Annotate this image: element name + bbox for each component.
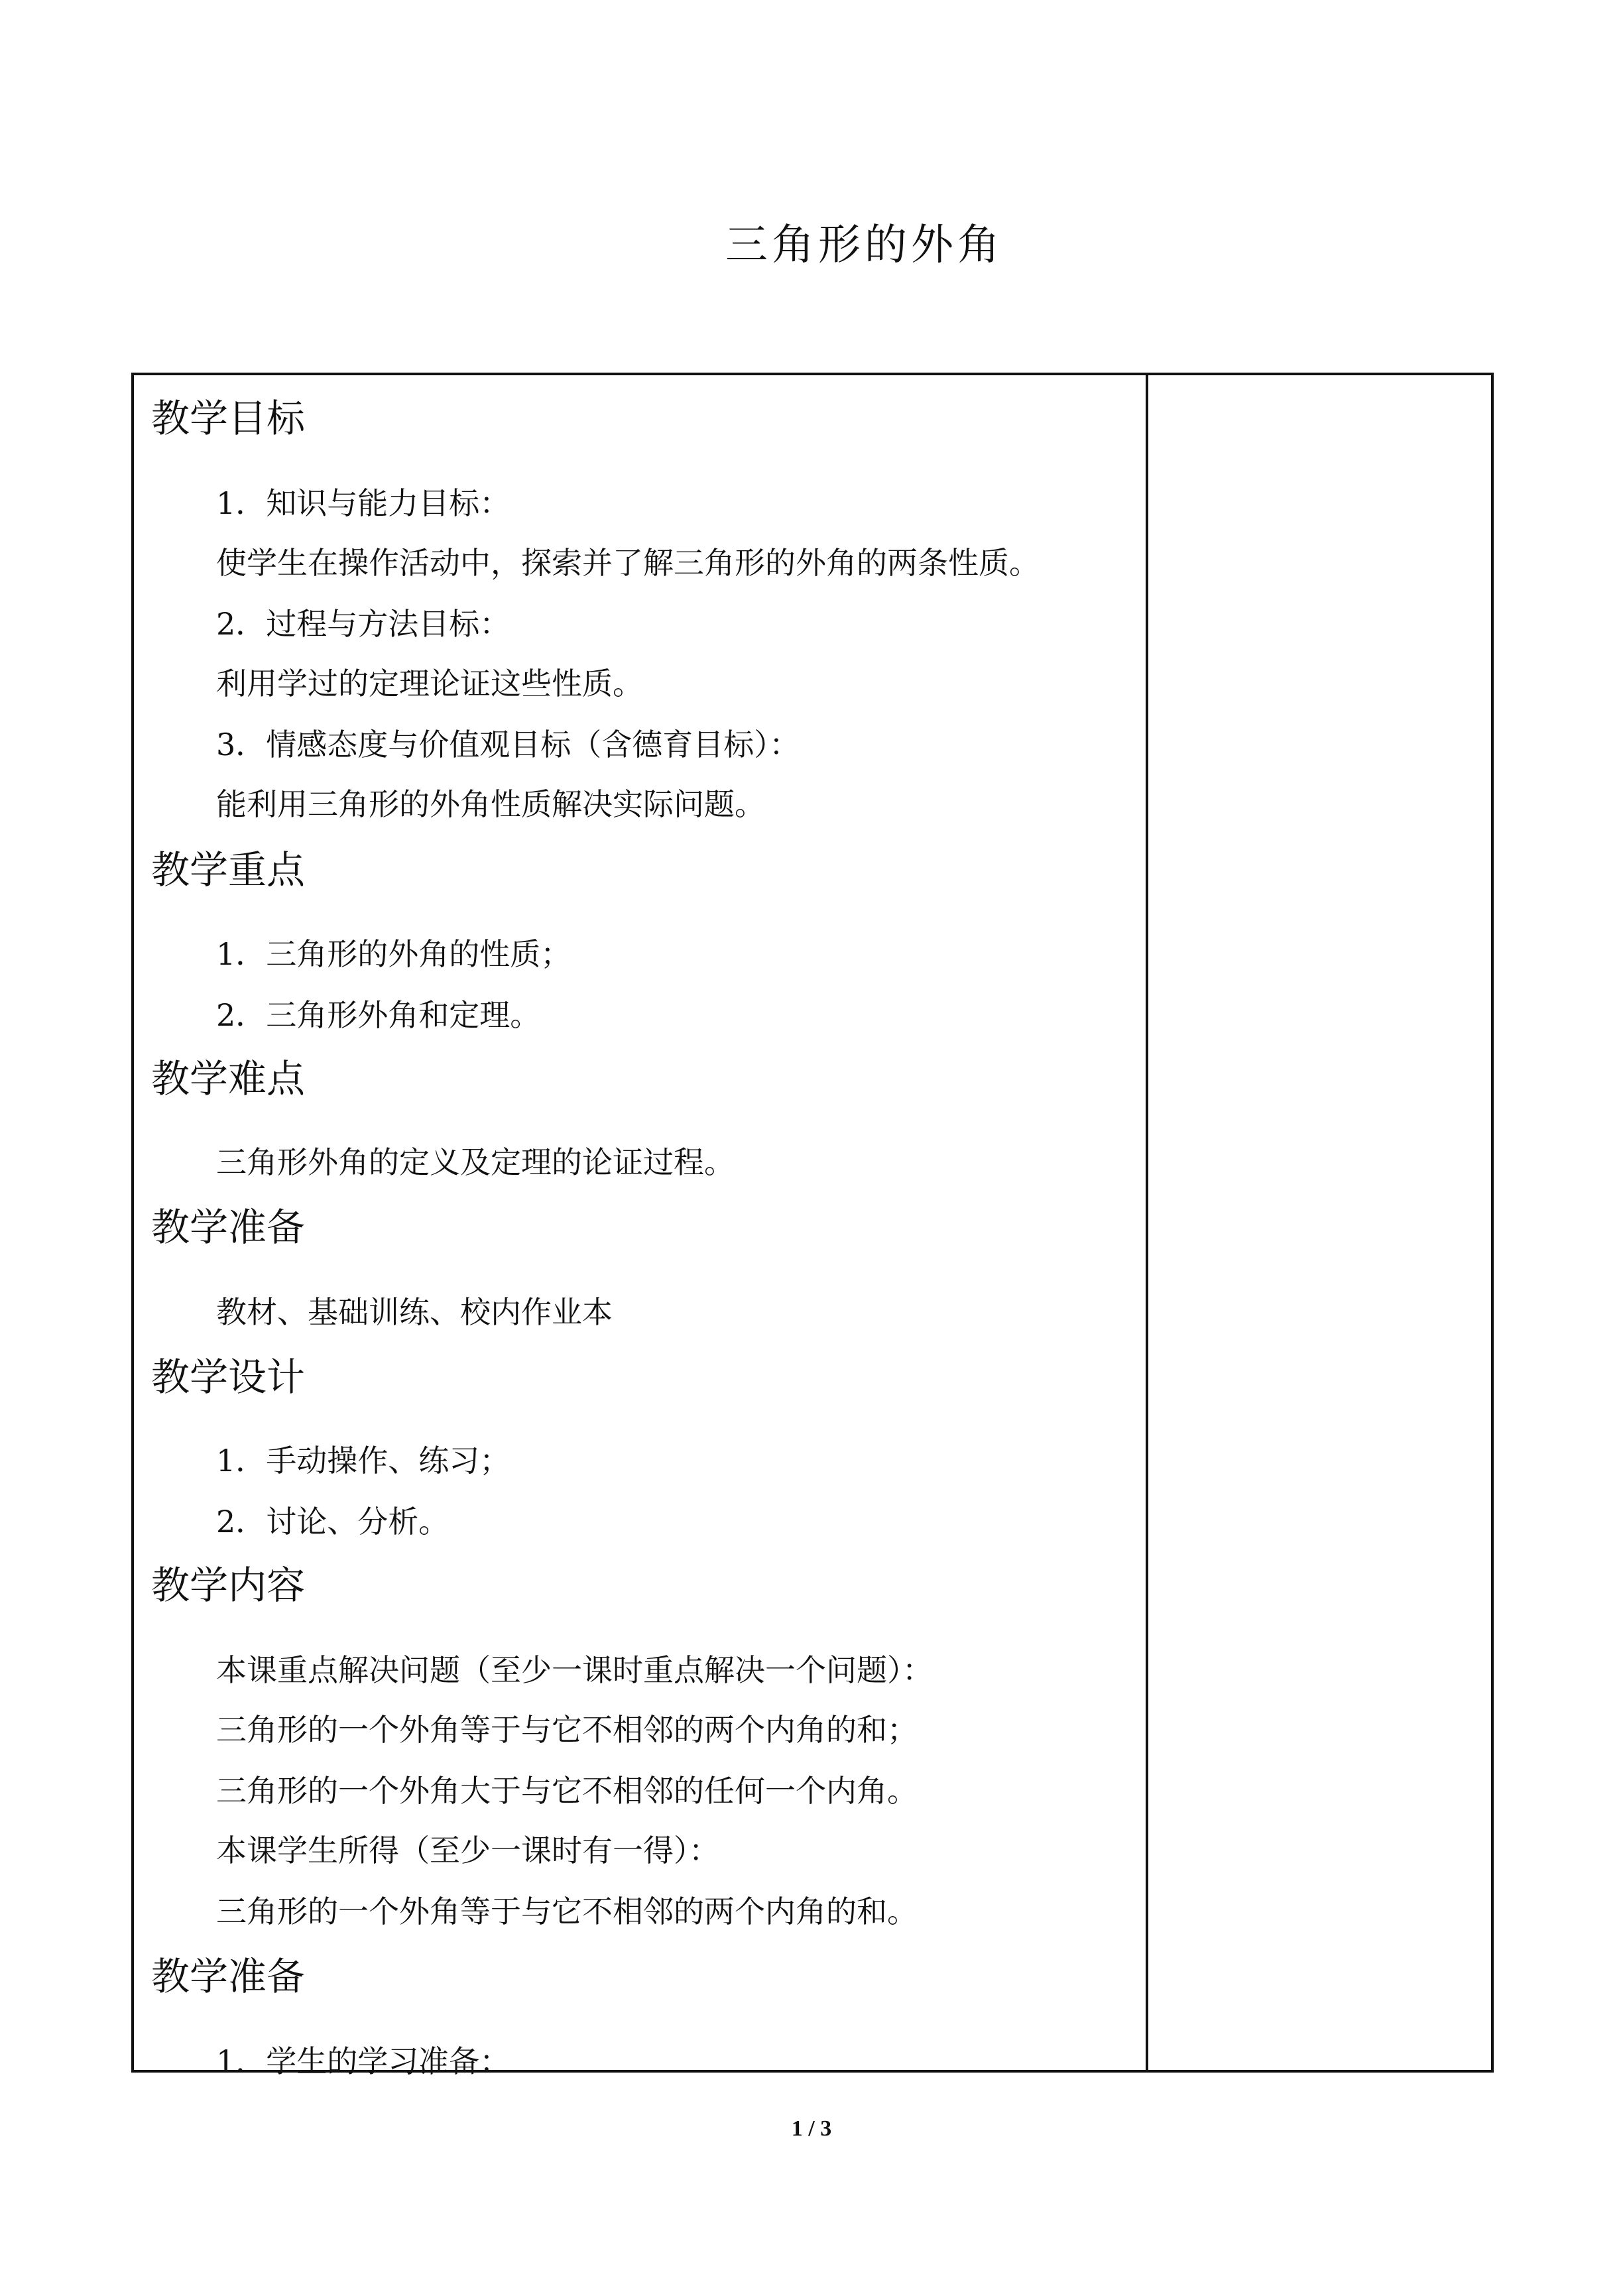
content-line-3: 三角形的一个外角大于与它不相邻的任何一个内角。 [216,1773,918,1809]
key-points-line-2: 2．三角形外角和定理。 [216,997,541,1033]
content-line-5: 三角形的一个外角等于与它不相邻的两个内角的和。 [216,1894,918,1929]
objectives-line-6: 能利用三角形的外角性质解决实际问题。 [216,786,765,822]
key-points-line-1: 1．三角形的外角的性质； [216,936,571,972]
notes-column-divider [1146,373,1148,2073]
objectives-line-4: 利用学过的定理论证这些性质。 [216,666,643,701]
document-title: 三角形的外角 [725,221,1004,270]
content-line-4: 本课学生所得（至少一课时有一得）： [216,1833,719,1868]
section-heading-design: 教学设计 [151,1355,306,1400]
page-number: 1 / 3 [791,2116,832,2141]
section-heading-difficulties: 教学难点 [151,1056,306,1101]
section-heading-objectives: 教学目标 [151,396,306,441]
section-heading-content: 教学内容 [151,1563,306,1608]
section-heading-preparation: 教学准备 [151,1205,306,1250]
design-line-2: 2．讨论、分析。 [216,1504,450,1540]
design-line-1: 1．手动操作、练习； [216,1443,511,1479]
section-heading-key-points: 教学重点 [151,847,306,892]
objectives-line-2: 使学生在操作活动中，探索并了解三角形的外角的两条性质。 [216,545,1040,581]
objectives-line-5: 3．情感态度与价值观目标（含德育目标）： [216,727,800,762]
objectives-line-1: 1．知识与能力目标： [216,485,511,521]
section-heading-preparation-2: 教学准备 [151,1954,306,1999]
content-line-2: 三角形的一个外角等于与它不相邻的两个内角的和； [216,1712,918,1748]
content-line-1: 本课重点解决问题（至少一课时重点解决一个问题）： [216,1652,933,1688]
objectives-line-3: 2．过程与方法目标： [216,606,511,642]
preparation-2-line-1: 1．学生的学习准备： [216,2043,511,2079]
preparation-line-1: 教材、基础训练、校内作业本 [216,1294,613,1330]
difficulties-line-1: 三角形外角的定义及定理的论证过程。 [216,1144,735,1180]
